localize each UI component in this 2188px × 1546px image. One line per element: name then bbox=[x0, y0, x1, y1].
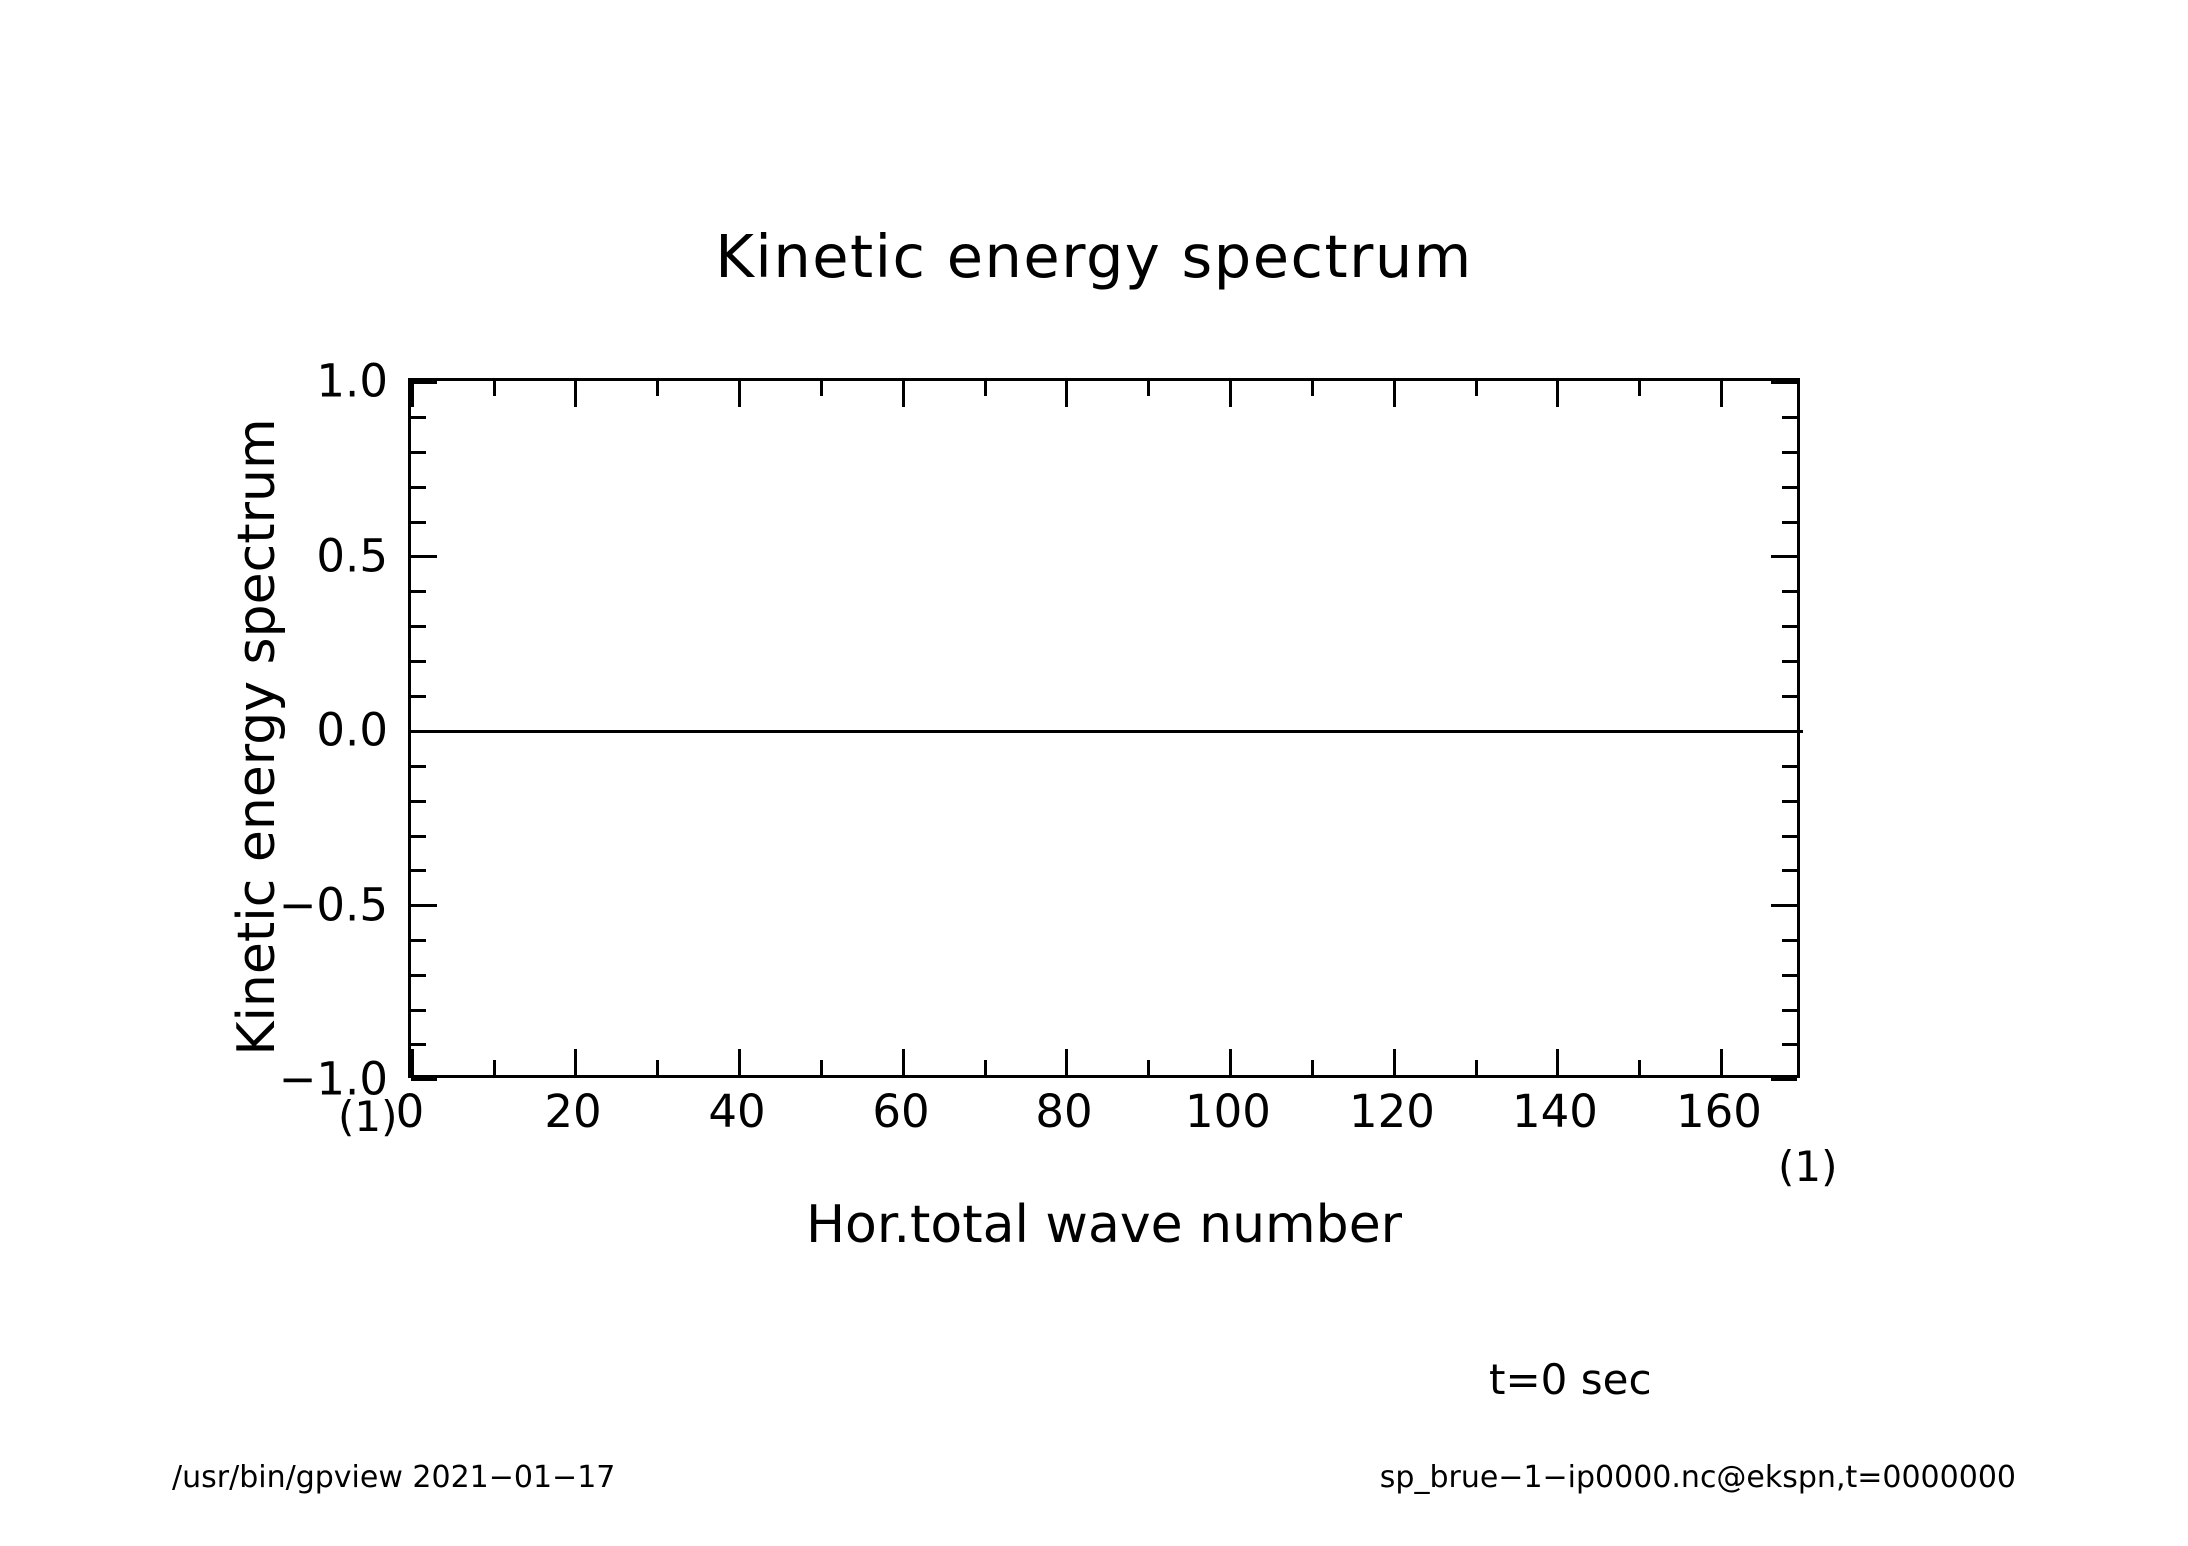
y-tick-label: 0.5 bbox=[316, 529, 388, 583]
y-tick-label: 1.0 bbox=[316, 354, 388, 408]
y-major-tick bbox=[411, 904, 437, 907]
x-tick-label: 40 bbox=[708, 1085, 766, 1138]
y-minor-tick bbox=[411, 521, 426, 524]
y-minor-tick bbox=[411, 869, 426, 872]
x-minor-tick bbox=[1311, 1060, 1314, 1075]
y-minor-tick bbox=[411, 835, 426, 838]
x-tick-label: 160 bbox=[1676, 1085, 1762, 1138]
y-major-tick-right bbox=[1771, 904, 1797, 907]
y-minor-tick-right bbox=[1782, 974, 1797, 977]
x-major-tick bbox=[411, 1049, 414, 1075]
x-major-tick-top bbox=[411, 381, 414, 407]
y-minor-tick-right bbox=[1782, 835, 1797, 838]
y-minor-tick-right bbox=[1782, 939, 1797, 942]
x-minor-tick-top bbox=[656, 381, 659, 396]
x-axis-unit-right: (1) bbox=[1778, 1142, 1838, 1191]
y-minor-tick-right bbox=[1782, 486, 1797, 489]
x-tick-label: 60 bbox=[872, 1085, 930, 1138]
x-major-tick-top bbox=[1065, 381, 1068, 407]
x-minor-tick-top bbox=[1311, 381, 1314, 396]
x-minor-tick-top bbox=[1147, 381, 1150, 396]
x-major-tick-top bbox=[574, 381, 577, 407]
x-major-tick bbox=[1065, 1049, 1068, 1075]
y-axis-label: Kinetic energy spectrum bbox=[227, 418, 287, 1056]
y-tick-label: −1.0 bbox=[278, 1052, 388, 1106]
x-minor-tick bbox=[1475, 1060, 1478, 1075]
y-minor-tick-right bbox=[1782, 451, 1797, 454]
y-tick-label: 0.0 bbox=[316, 703, 388, 757]
y-minor-tick bbox=[411, 1043, 426, 1046]
y-minor-tick bbox=[411, 625, 426, 628]
y-major-tick-right bbox=[1771, 730, 1797, 733]
y-minor-tick-right bbox=[1782, 869, 1797, 872]
y-minor-tick-right bbox=[1782, 625, 1797, 628]
x-major-tick bbox=[1393, 1049, 1396, 1075]
y-minor-tick-right bbox=[1782, 416, 1797, 419]
y-minor-tick bbox=[411, 695, 426, 698]
x-minor-tick-top bbox=[493, 381, 496, 396]
x-minor-tick-top bbox=[1638, 381, 1641, 396]
x-minor-tick bbox=[820, 1060, 823, 1075]
y-major-tick bbox=[411, 730, 437, 733]
x-minor-tick bbox=[493, 1060, 496, 1075]
x-major-tick bbox=[1720, 1049, 1723, 1075]
x-tick-label: 20 bbox=[544, 1085, 602, 1138]
x-major-tick-top bbox=[1393, 381, 1396, 407]
x-major-tick-top bbox=[1720, 381, 1723, 407]
y-minor-tick bbox=[411, 800, 426, 803]
y-major-tick-right bbox=[1771, 1078, 1797, 1081]
chart-title: Kinetic energy spectrum bbox=[715, 222, 1473, 291]
y-minor-tick bbox=[411, 590, 426, 593]
x-axis-label: Hor.total wave number bbox=[805, 1195, 1403, 1255]
x-tick-label: 140 bbox=[1512, 1085, 1598, 1138]
y-minor-tick bbox=[411, 416, 426, 419]
y-minor-tick bbox=[411, 765, 426, 768]
y-minor-tick bbox=[411, 486, 426, 489]
y-major-tick-right bbox=[1771, 381, 1797, 384]
x-major-tick-top bbox=[738, 381, 741, 407]
y-major-tick bbox=[411, 1078, 437, 1081]
y-tick-label: −0.5 bbox=[278, 878, 388, 932]
y-major-tick bbox=[411, 555, 437, 558]
x-tick-label: 100 bbox=[1185, 1085, 1271, 1138]
x-axis-unit-left: (1) bbox=[338, 1092, 398, 1141]
y-minor-tick-right bbox=[1782, 660, 1797, 663]
footer-command-text: /usr/bin/gpview 2021−01−17 bbox=[172, 1460, 616, 1495]
x-major-tick bbox=[1556, 1049, 1559, 1075]
y-minor-tick bbox=[411, 939, 426, 942]
y-minor-tick-right bbox=[1782, 800, 1797, 803]
x-minor-tick bbox=[1147, 1060, 1150, 1075]
y-minor-tick bbox=[411, 660, 426, 663]
y-minor-tick bbox=[411, 974, 426, 977]
x-minor-tick-top bbox=[1475, 381, 1478, 396]
data-series-line bbox=[411, 730, 1803, 733]
y-tick-label-group bbox=[0, 0, 390, 1546]
x-tick-label: 80 bbox=[1035, 1085, 1093, 1138]
y-minor-tick bbox=[411, 1009, 426, 1012]
y-minor-tick-right bbox=[1782, 590, 1797, 593]
x-major-tick-top bbox=[1229, 381, 1232, 407]
y-minor-tick-right bbox=[1782, 1043, 1797, 1046]
y-minor-tick-right bbox=[1782, 521, 1797, 524]
x-major-tick bbox=[1229, 1049, 1232, 1075]
x-tick-label: 120 bbox=[1349, 1085, 1435, 1138]
x-tick-label: 0 bbox=[395, 1085, 425, 1138]
x-major-tick bbox=[902, 1049, 905, 1075]
x-major-tick bbox=[738, 1049, 741, 1075]
x-major-tick bbox=[574, 1049, 577, 1075]
y-minor-tick-right bbox=[1782, 695, 1797, 698]
x-major-tick-top bbox=[1556, 381, 1559, 407]
x-minor-tick-top bbox=[820, 381, 823, 396]
x-minor-tick bbox=[656, 1060, 659, 1075]
y-major-tick-right bbox=[1771, 555, 1797, 558]
footer-source-text: sp_brue−1−ip0000.nc@ekspn,t=0000000 bbox=[1379, 1460, 2016, 1495]
x-minor-tick-top bbox=[984, 381, 987, 396]
x-major-tick-top bbox=[902, 381, 905, 407]
y-minor-tick bbox=[411, 451, 426, 454]
y-minor-tick-right bbox=[1782, 1009, 1797, 1012]
y-major-tick bbox=[411, 381, 437, 384]
plot-area bbox=[408, 378, 1800, 1078]
x-minor-tick bbox=[1638, 1060, 1641, 1075]
time-annotation: t=0 sec bbox=[1489, 1355, 1652, 1404]
y-minor-tick-right bbox=[1782, 765, 1797, 768]
x-minor-tick bbox=[984, 1060, 987, 1075]
